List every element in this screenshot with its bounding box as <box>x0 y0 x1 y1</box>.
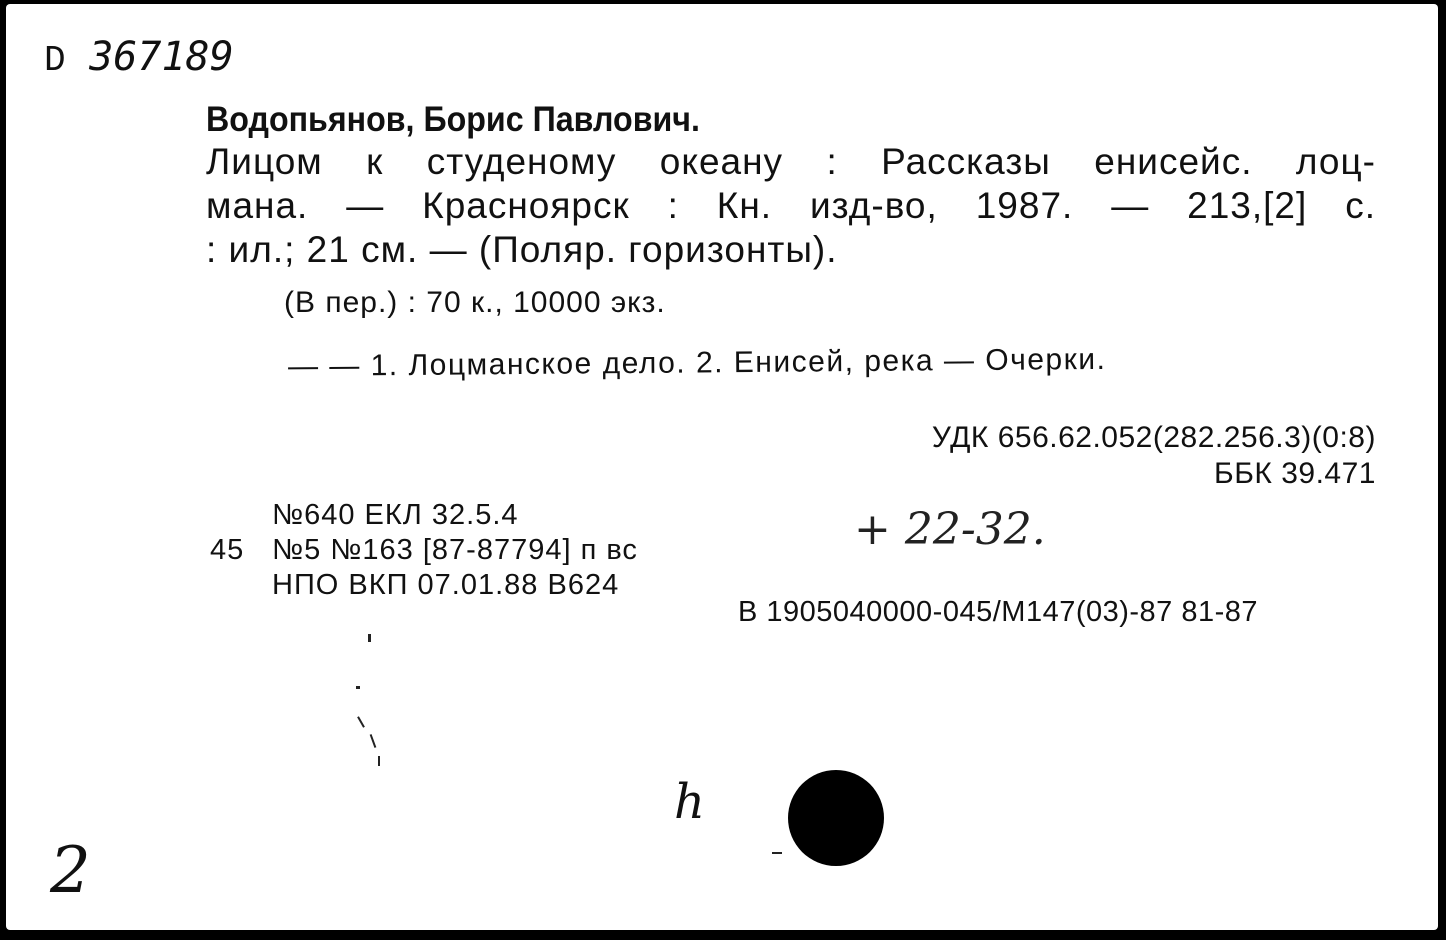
call-number-value: 367189 <box>89 34 234 80</box>
tech-line: №640 ЕКЛ 32.5.4 <box>272 499 519 531</box>
ink-speck <box>368 634 371 642</box>
description-line: : ил.; 21 см. — (Поляр. горизонты). <box>206 229 838 270</box>
binding-price: (В пер.) : 70 к., 10000 экз. <box>284 286 666 319</box>
call-number <box>44 34 234 81</box>
call-prefix: D <box>44 40 67 81</box>
ink-speck <box>772 852 782 854</box>
ink-speck <box>370 734 377 748</box>
publisher-code: В 1905040000-045/М147(03)-87 81-87 <box>738 596 1259 628</box>
description-line: Лицом к студеному океану : Рассказы енисейс. лоц- <box>206 141 1376 182</box>
ink-speck <box>356 686 360 689</box>
catalog-card <box>6 4 1438 930</box>
udk-code: УДК 656.62.052(282.256.3)(0:8) <box>931 421 1376 454</box>
tech-prefix: 45 <box>210 534 245 566</box>
tech-line: №5 №163 [87-87794] п вс <box>272 534 638 566</box>
bbk-code: ББК 39.471 <box>1214 457 1376 490</box>
ink-dot-stamp <box>788 770 884 866</box>
author-heading: Водопьянов, Борис Павлович. <box>206 100 700 139</box>
ink-speck <box>357 716 365 727</box>
subject-headings: — — 1. Лоцманское дело. 2. Енисей, река — Очерки. <box>287 342 1107 383</box>
tech-line: НПО ВКП 07.01.88 В624 <box>272 569 620 601</box>
bibliographic-description <box>206 140 1376 272</box>
classification-block <box>932 420 1376 492</box>
handwritten-note: + 22-32. <box>854 504 1046 555</box>
technical-info <box>210 498 638 603</box>
handwritten-hook-mark: h <box>674 774 705 830</box>
handwritten-corner-mark: 2 <box>50 834 91 908</box>
ink-speck <box>378 756 380 766</box>
description-line: мана. — Красноярск : Кн. изд-во, 1987. — 213,[2] с. <box>206 185 1376 226</box>
